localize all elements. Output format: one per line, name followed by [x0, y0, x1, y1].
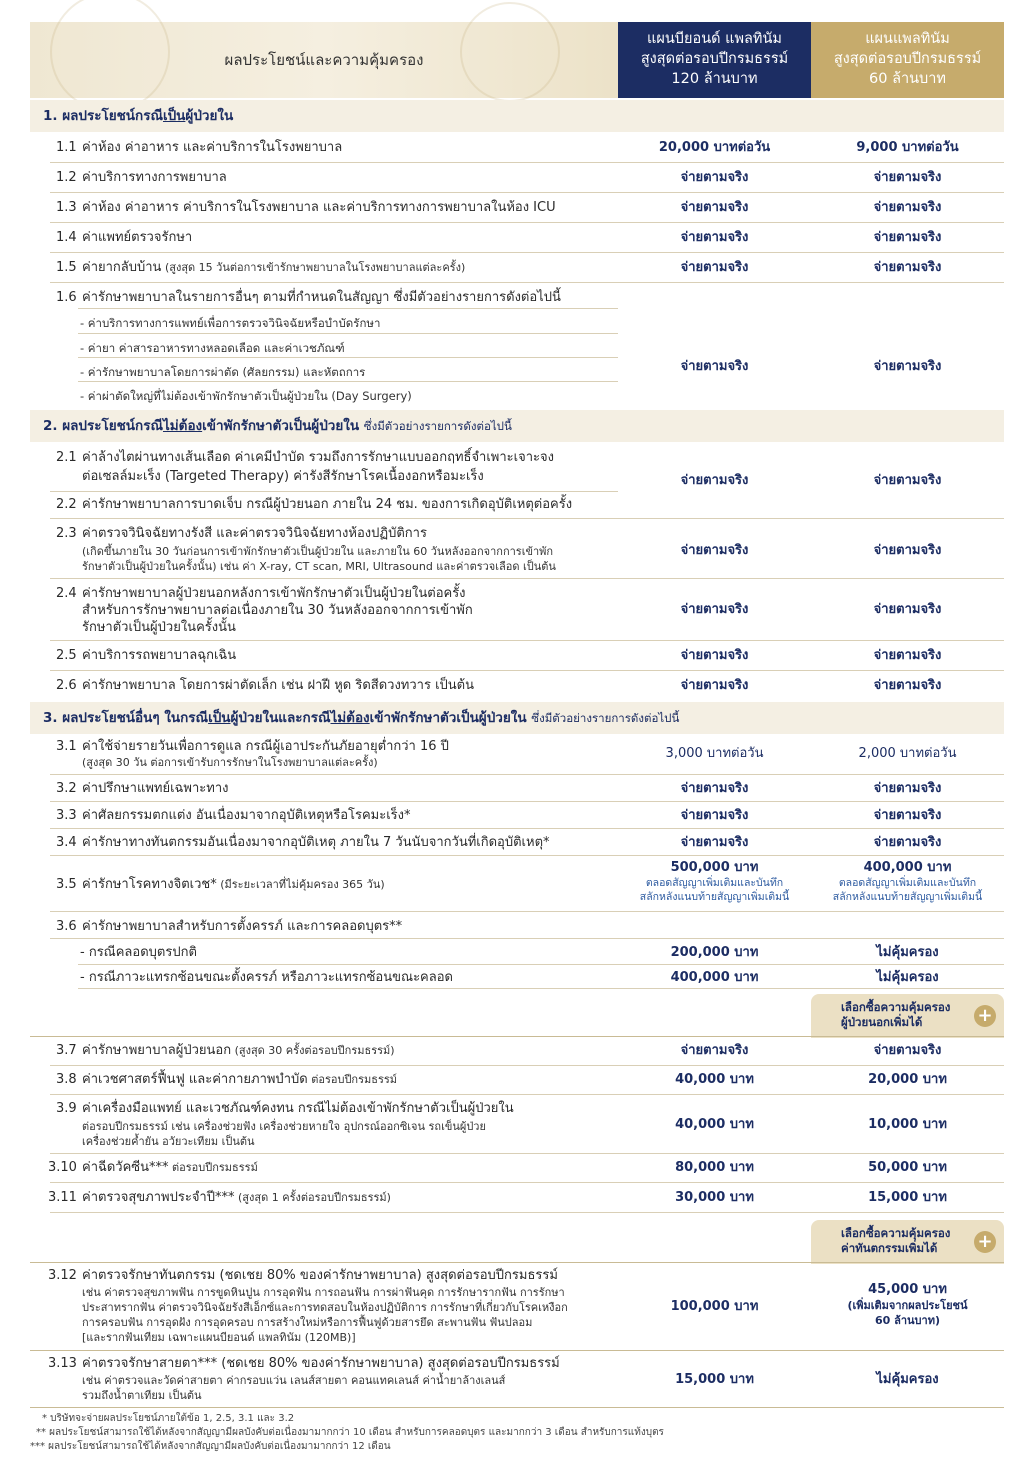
item-number: 1.1: [56, 140, 77, 155]
benefit-row-3-9: [30, 1098, 1004, 1152]
benefit-row-3-10: [30, 1157, 1004, 1181]
plus-icon: +: [974, 1231, 996, 1253]
value-plan-2: ไม่คุ้มครอง: [876, 1372, 939, 1387]
item-note: ประสาทรากฟัน ค่าตรวจวินิจฉัยรังสีเอ็กซ์และการทดสอบในห้องปฏิบัติการ การรักษาที่เกี่ยวกับโรคเหงือก: [82, 1301, 568, 1314]
item-note: (สูงสุด 30 ครั้งต่อรอบปีกรมธรรม์): [231, 1044, 395, 1057]
value-plan-2: 50,000 บาท: [868, 1160, 947, 1175]
item-number: 1.4: [56, 230, 77, 245]
item-label: ค่าบริการทางการพยาบาล: [82, 170, 227, 185]
section-subtext: ซึ่งมีตัวอย่างรายการดังต่อไปนี้: [531, 711, 680, 725]
section-text: 2. ผลประโยชน์กรณี: [43, 418, 163, 434]
value-amount: 45,000 บาท: [868, 1282, 947, 1297]
badge-line: เลือกซื้อความคุ้มครอง: [841, 1226, 951, 1240]
plan-beyond-platinum-header: [618, 22, 811, 98]
value-plan-2: จ่ายตามจริง: [873, 678, 942, 693]
benefit-row-3-3: [30, 805, 1004, 829]
value-plan-2: 2,000 บาทต่อวัน: [858, 746, 957, 761]
row-divider: [50, 801, 1004, 802]
item-note: เช่น ค่าตรวจและวัดค่าสายตา ค่ากรอบแว่น เลนส์สายตา คอนแทคเลนส์ ค่าน้ำยาล้างเลนส์: [82, 1374, 506, 1387]
item-label: ค่าห้อง ค่าอาหาร และค่าบริการในโรงพยาบาล: [82, 140, 343, 155]
row-divider: [50, 640, 1004, 641]
value-plan-1: จ่ายตามจริง: [680, 200, 749, 215]
row-divider: [50, 222, 1004, 223]
item-label: ค่าเครื่องมือแพทย์ และเวชภัณฑ์คงทน กรณีไม่ต้องเข้าพักรักษาตัวเป็นผู้ป่วยใน: [82, 1101, 514, 1116]
benefit-row-2-3: [30, 522, 1004, 576]
value-plan-1: จ่ายตามจริง: [680, 648, 749, 663]
sub-item: - ค่ายา ค่าสารอาหารทางหลอดเลือด และค่าเวชภัณฑ์: [80, 341, 345, 355]
item-label: ค่าศัลยกรรมตกแต่ง อันเนื่องมาจากอุบัติเหตุหรือโรคมะเร็ง*: [82, 808, 411, 823]
row-divider: [30, 1350, 1004, 1351]
value-plan-2: 20,000 บาท: [868, 1072, 947, 1087]
header-label-cell: [30, 22, 618, 98]
item-label: ค่าบริการรถพยาบาลฉุกเฉิน: [82, 648, 237, 663]
value-plan-1: 15,000 บาท: [675, 1372, 754, 1387]
row-divider: [78, 964, 1004, 965]
item-label: ค่ารักษาพยาบาลในรายการอื่นๆ ตามที่กำหนดในสัญญา ซึ่งมีตัวอย่างรายการดังต่อไปนี้: [82, 290, 561, 305]
value-plan-2: [811, 859, 1004, 904]
value-amount: 400,000 บาท: [863, 860, 952, 875]
value-plan-1: จ่ายตามจริง: [680, 170, 749, 185]
section-text: เข้าพักรักษาตัวเป็นผู้ป่วยใน: [369, 710, 532, 726]
row-divider: [50, 1153, 1004, 1154]
row-divider: [50, 162, 1004, 163]
value-note: (เพิ่มเติมจากผลประโยชน์: [847, 1299, 968, 1312]
row-divider: [50, 1212, 1004, 1213]
item-label: ค่าตรวจสุขภาพประจำปี***: [82, 1190, 235, 1205]
section-text: 1. ผลประโยชน์กรณี: [43, 108, 163, 124]
section-subtext: ซึ่งมีตัวอย่างรายการดังต่อไปนี้: [363, 419, 512, 433]
item-label: ค่ารักษาพยาบาล โดยการผ่าตัดเล็ก เช่น ฝาฝี หูด ริดสีดวงทวาร เป็นต้น: [82, 678, 475, 693]
item-note: ต่อรอบปีกรมธรรม์ เช่น เครื่องช่วยฟัง เครื่องช่วยหายใจ อุปกรณ์ออกซิเจน รถเข็นผู้ป่วย: [82, 1120, 486, 1133]
row-divider: [50, 1182, 1004, 1183]
item-number: 2.4: [56, 586, 77, 601]
benefit-row-3-1: [30, 736, 1004, 774]
value-plan-2: จ่ายตามจริง: [873, 543, 942, 558]
item-label: ค่ารักษาพยาบาลผู้ป่วยนอกหลังการเข้าพักรักษาตัวเป็นผู้ป่วยในต่อครั้ง: [82, 586, 466, 601]
item-note: รวมถึงน้ำตาเทียม เป็นต้น: [82, 1389, 202, 1402]
row-divider: [30, 1262, 1004, 1263]
badge-line: ผู้ป่วยนอกเพิ่มได้: [841, 1015, 923, 1029]
item-number: 1.5: [56, 260, 77, 275]
item-number: 1.3: [56, 200, 77, 215]
value-plan-2: จ่ายตามจริง: [873, 602, 942, 617]
value-amount: 500,000 บาท: [670, 860, 759, 875]
item-number: 3.4: [56, 835, 77, 850]
sub-item: - กรณีคลอดบุตรปกติ: [80, 945, 197, 960]
value-plan-1: จ่ายตามจริง: [680, 835, 749, 850]
value-plan-1: จ่ายตามจริง: [680, 781, 749, 796]
item-label-cont: ต่อเซลล์มะเร็ง (Targeted Therapy) ค่ารังสีรักษาโรคเนื้องอกหรือมะเร็ง: [82, 469, 484, 484]
value-plan-1: 40,000 บาท: [675, 1072, 754, 1087]
value-note: สลักหลังแนบท้ายสัญญาเพิ่มเติมนี้: [832, 891, 983, 903]
add-opd-coverage-badge[interactable]: [811, 994, 1004, 1038]
item-label-cont: สำหรับการรักษาพยาบาลต่อเนื่องภายใน 30 วันหลังออกจากการเข้าพัก: [82, 603, 473, 618]
section-underline-text: เป็น: [162, 108, 186, 124]
value-plan-1: 400,000 บาท: [670, 970, 759, 985]
item-label: ค่ายากลับบ้าน: [82, 260, 162, 275]
item-number: 3.10: [48, 1160, 77, 1175]
value-plan-2: จ่ายตามจริง: [873, 200, 942, 215]
sub-item: - ค่าบริการทางการแพทย์เพื่อการตรวจวินิจฉัยหรือบำบัดรักษา: [80, 316, 381, 330]
item-label: ค่าใช้จ่ายรายวันเพื่อการดูแล กรณีผู้เอาประกันภัยอายุต่ำกว่า 16 ปี: [82, 739, 449, 754]
row-divider: [50, 252, 1004, 253]
value-plan-1: จ่ายตามจริง: [680, 1043, 749, 1058]
value-plan-1: 200,000 บาท: [670, 945, 759, 960]
footnote: * บริษัทจะจ่ายผลประโยชน์ภายใต้ข้อ 1, 2.5, 3.1 และ 3.2: [42, 1413, 295, 1424]
item-number: 3.2: [56, 781, 77, 796]
row-divider: [50, 828, 1004, 829]
badge-line: เลือกซื้อความคุ้มครอง: [841, 1000, 951, 1014]
value-plan-1: จ่ายตามจริง: [680, 543, 749, 558]
item-number: 1.2: [56, 170, 77, 185]
benefit-row-2-1: [30, 446, 1004, 516]
item-note: เช่น ค่าตรวจสุขภาพฟัน การขูดหินปูน การอุดฟัน การถอนฟัน การผ่าฟันคุด การรักษารากฟัน การรักษา: [82, 1286, 565, 1299]
value-plan-2: จ่ายตามจริง: [873, 808, 942, 823]
value-plan-1: จ่ายตามจริง: [680, 359, 749, 374]
section-underline-text: เป็น: [208, 710, 231, 726]
item-note: ต่อรอบปีกรมธรรม์: [168, 1161, 258, 1174]
add-dental-coverage-badge[interactable]: [811, 1220, 1004, 1264]
benefit-row-3-7: [30, 1040, 1004, 1064]
row-divider: [50, 774, 1004, 775]
value-plan-2: 9,000 บาทต่อวัน: [856, 140, 959, 155]
value-plan-2: 10,000 บาท: [868, 1117, 947, 1132]
row-divider: [50, 282, 1004, 283]
benefits-page: [30, 22, 1004, 1452]
item-note: [และรากฟันเทียม เฉพาะแผนบียอนด์ แพลทินัม (120MB)]: [82, 1331, 356, 1344]
item-note: (สูงสุด 1 ครั้งต่อรอบปีกรมธรรม์): [234, 1191, 391, 1204]
sub-item: - ค่าผ่าตัดใหญ่ที่ไม่ต้องเข้าพักรักษาตัวเป็นผู้ป่วยใน (Day Surgery): [80, 389, 412, 403]
section-text: ผู้ป่วยใน: [185, 108, 234, 124]
row-divider: [50, 192, 1004, 193]
section-3-heading: [30, 702, 1004, 734]
value-plan-2: จ่ายตามจริง: [873, 648, 942, 663]
item-number: 3.12: [48, 1268, 77, 1283]
item-label: ค่าล้างไตผ่านทางเส้นเลือด ค่าเคมีบำบัด รวมถึงการรักษาแบบออกฤทธิ์จำเพาะเจาะจง: [82, 450, 554, 465]
item-number: 3.9: [56, 1101, 77, 1116]
sub-divider: [78, 333, 618, 334]
value-plan-2: [811, 1281, 1004, 1328]
value-plan-2: จ่ายตามจริง: [873, 359, 942, 374]
plan-max-label: สูงสุดต่อรอบปีกรมธรรม์: [640, 51, 789, 67]
item-number: 2.1: [56, 450, 77, 465]
decor-pattern: [50, 0, 170, 112]
footnote: ** ผลประโยชน์สามารถใช้ได้หลังจากสัญญามีผลบังคับต่อเนื่องมามากกว่า 10 เดือน สำหรับการคลอดบุตร และมากกว่า 3 เดือน สำหรับการแท้งบุตร: [36, 1427, 664, 1438]
row-divider: [30, 1407, 1004, 1408]
benefit-row-1-2: [30, 166, 1004, 192]
sub-item: - ค่ารักษาพยาบาลโดยการผ่าตัด (ศัลยกรรม) และหัตถการ: [80, 365, 366, 379]
benefit-row-1-3: [30, 196, 1004, 222]
value-note: ตลอดสัญญาเพิ่มเติมและบันทึก: [645, 877, 784, 889]
section-underline-text: ไม่ต้อง: [162, 418, 203, 434]
item-label: ค่าห้อง ค่าอาหาร ค่าบริการในโรงพยาบาล และค่าบริการทางการพยาบาลในห้อง ICU: [82, 200, 556, 215]
section-text: 3. ผลประโยชน์อื่นๆ ในกรณี: [43, 710, 209, 726]
benefit-row-3-6: [30, 915, 1004, 991]
item-number: 2.6: [56, 678, 77, 693]
sub-divider: [78, 381, 618, 382]
row-divider: [50, 911, 1004, 912]
value-note: ตลอดสัญญาเพิ่มเติมและบันทึก: [838, 877, 977, 889]
item-label-cont: รักษาตัวเป็นผู้ป่วยในครั้งนั้น: [82, 620, 236, 635]
section-underline-text: ไม่ต้อง: [330, 710, 370, 726]
item-note: (มีระยะเวลาที่ไม่คุ้มครอง 365 วัน): [216, 878, 385, 891]
plan-max-amount: 60 ล้านบาท: [869, 71, 946, 87]
sub-divider: [78, 357, 618, 358]
value-plan-2: ไม่คุ้มครอง: [876, 970, 939, 985]
sub-divider: [50, 491, 618, 492]
item-note: การครอบฟัน การอุดฝัง การอุดครอบ การสร้างใหม่หรือการฟื้นฟูด้วยสารยึด สะพานฟัน ฟันปลอม: [82, 1316, 533, 1329]
value-plan-1: 20,000 บาทต่อวัน: [658, 140, 771, 155]
benefit-row-1-5: [30, 256, 1004, 282]
benefit-row-2-6: [30, 674, 1004, 700]
item-number: 3.13: [48, 1356, 77, 1371]
benefit-row-3-12: [30, 1265, 1004, 1349]
value-plan-1: จ่ายตามจริง: [680, 260, 749, 275]
value-plan-2: จ่ายตามจริง: [873, 170, 942, 185]
row-divider: [50, 1094, 1004, 1095]
benefit-row-3-8: [30, 1069, 1004, 1093]
item-label: ค่าตรวจรักษาสายตา*** (ชดเชย 80% ของค่ารักษาพยาบาล) สูงสุดต่อรอบปีกรมธรรม์: [82, 1356, 560, 1371]
row-divider: [50, 518, 1004, 519]
benefit-row-1-6: [30, 286, 1004, 406]
row-divider: [50, 938, 1004, 939]
table-header: [30, 22, 1004, 98]
item-label: ค่าฉีดวัคซีน***: [82, 1160, 169, 1175]
item-number: 3.11: [48, 1190, 77, 1205]
item-note: (สูงสุด 15 วันต่อการเข้ารักษาพยาบาลในโรงพยาบาลแต่ละครั้ง): [161, 261, 466, 274]
value-plan-1: 40,000 บาท: [675, 1117, 754, 1132]
footnote: *** ผลประโยชน์สามารถใช้ได้หลังจากสัญญามีผลบังคับต่อเนื่องมามากกว่า 12 เดือน: [30, 1441, 391, 1452]
item-note: (สูงสุด 30 วัน ต่อการเข้ารับการรักษาในโรงพยาบาลแต่ละครั้ง): [82, 756, 378, 769]
value-plan-2: จ่ายตามจริง: [873, 1043, 942, 1058]
item-number: 3.7: [56, 1043, 77, 1058]
section-text: ผู้ป่วยในและกรณี: [230, 710, 331, 726]
benefit-row-1-1: [30, 136, 1004, 162]
item-number: 3.6: [56, 919, 77, 934]
item-label: ค่ารักษาพยาบาลสำหรับการตั้งครรภ์ และการคลอดบุตร**: [82, 919, 403, 934]
item-note: เครื่องช่วยค้ำยัน อวัยวะเทียม เป็นต้น: [82, 1135, 255, 1148]
plan-max-amount: 120 ล้านบาท: [671, 71, 758, 87]
value-plan-1: จ่ายตามจริง: [680, 602, 749, 617]
item-label: ค่าตรวจวินิจฉัยทางรังสี และค่าตรวจวินิจฉัยทางห้องปฏิบัติการ: [82, 526, 427, 541]
item-label: ค่าแพทย์ตรวจรักษา: [82, 230, 193, 245]
value-plan-1: 100,000 บาท: [670, 1299, 759, 1314]
value-plan-2: จ่ายตามจริง: [873, 473, 942, 488]
section-2-heading: [30, 410, 1004, 442]
decor-pattern: [460, 2, 560, 102]
header-title: ผลประโยชน์และความคุ้มครอง: [224, 51, 424, 69]
benefit-row-2-5: [30, 644, 1004, 670]
item-number: 2.2: [56, 497, 77, 512]
plan-name: แผนบียอนด์ แพลทินัม: [647, 31, 782, 47]
item-number: 3.5: [56, 877, 77, 892]
value-plan-1: 80,000 บาท: [675, 1160, 754, 1175]
value-plan-2: จ่ายตามจริง: [873, 230, 942, 245]
plan-platinum-header: [811, 22, 1004, 98]
item-label: ค่ารักษาพยาบาลผู้ป่วยนอก: [82, 1043, 232, 1058]
row-divider: [50, 578, 1004, 579]
section-1-heading: [30, 100, 1004, 132]
item-note: รักษาตัวเป็นผู้ป่วยในครั้งนั้น) เช่น ค่า X-ray, CT scan, MRI, Ultrasound และค่าตรวจเลือด เป็นต้น: [82, 560, 556, 573]
item-label: ค่ารักษาโรคทางจิตเวช*: [82, 877, 217, 892]
item-label: ค่าปรึกษาแพทย์เฉพาะทาง: [82, 781, 229, 796]
row-divider: [50, 855, 1004, 856]
value-plan-1: [618, 859, 811, 904]
benefit-row-3-2: [30, 778, 1004, 802]
row-divider: [30, 1036, 1004, 1037]
value-plan-1: จ่ายตามจริง: [680, 230, 749, 245]
section-text: เข้าพักรักษาตัวเป็นผู้ป่วยใน: [202, 418, 364, 434]
benefit-row-3-13: [30, 1353, 1004, 1407]
plus-icon: +: [974, 1005, 996, 1027]
value-note: 60 ล้านบาท): [874, 1314, 940, 1327]
item-number: 3.1: [56, 739, 77, 754]
value-plan-1: จ่ายตามจริง: [680, 678, 749, 693]
item-label: ค่าตรวจรักษาทันตกรรม (ชดเชย 80% ของค่ารักษาพยาบาล) สูงสุดต่อรอบปีกรมธรรม์: [82, 1268, 558, 1283]
value-plan-1: จ่ายตามจริง: [680, 473, 749, 488]
row-divider: [78, 988, 1004, 989]
value-plan-1: 3,000 บาทต่อวัน: [665, 746, 764, 761]
badge-line: ค่าทันตกรรมเพิ่มได้: [841, 1241, 938, 1255]
value-plan-2: จ่ายตามจริง: [873, 835, 942, 850]
benefit-row-2-4: [30, 582, 1004, 640]
item-number: 2.5: [56, 648, 77, 663]
sub-divider: [78, 308, 618, 309]
item-number: 2.3: [56, 526, 77, 541]
value-plan-2: ไม่คุ้มครอง: [876, 945, 939, 960]
item-note: (เกิดขึ้นภายใน 30 วันก่อนการเข้าพักรักษาตัวเป็นผู้ป่วยใน และภายใน 60 วันหลังออกจากการเข้าพัก: [82, 545, 554, 558]
plan-name: แผนแพลทินัม: [865, 31, 950, 47]
row-divider: [50, 1065, 1004, 1066]
row-divider: [50, 670, 1004, 671]
value-plan-1: จ่ายตามจริง: [680, 808, 749, 823]
benefit-row-3-4: [30, 832, 1004, 856]
plan-max-label: สูงสุดต่อรอบปีกรมธรรม์: [833, 51, 982, 67]
item-label: ค่าเวชศาสตร์ฟื้นฟู และค่ากายภาพบำบัด: [82, 1072, 308, 1087]
benefit-row-1-4: [30, 226, 1004, 252]
value-plan-2: จ่ายตามจริง: [873, 781, 942, 796]
value-plan-2: 15,000 บาท: [868, 1190, 947, 1205]
item-number: 3.8: [56, 1072, 77, 1087]
item-label: ค่ารักษาพยาบาลการบาดเจ็บ กรณีผู้ป่วยนอก ภายใน 24 ชม. ของการเกิดอุบัติเหตุต่อครั้ง: [82, 497, 573, 512]
benefit-row-3-11: [30, 1187, 1004, 1211]
value-note: สลักหลังแนบท้ายสัญญาเพิ่มเติมนี้: [639, 891, 790, 903]
sub-item: - กรณีภาวะแทรกซ้อนขณะตั้งครรภ์ หรือภาวะแทรกซ้อนขณะคลอด: [80, 970, 453, 985]
value-plan-1: 30,000 บาท: [675, 1190, 754, 1205]
item-label: ค่ารักษาทางทันตกรรมอันเนื่องมาจากอุบัติเหตุ ภายใน 7 วันนับจากวันที่เกิดอุบัติเหตุ*: [82, 835, 550, 850]
item-number: 3.3: [56, 808, 77, 823]
item-number: 1.6: [56, 290, 77, 305]
value-plan-2: จ่ายตามจริง: [873, 260, 942, 275]
item-note: ต่อรอบปีกรมธรรม์: [307, 1073, 398, 1086]
benefit-row-3-5: [30, 858, 1004, 910]
